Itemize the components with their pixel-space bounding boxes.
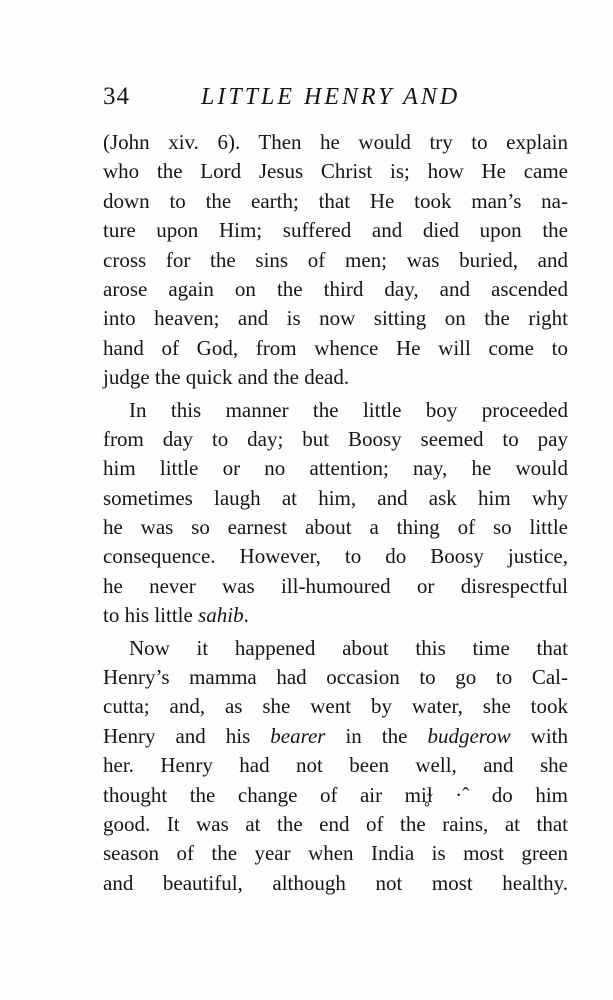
text-fragment: to his little (103, 603, 199, 628)
text-line: cross for the sins of men; was buried, and (103, 247, 568, 272)
italic-word: budgerow (427, 723, 511, 748)
text-line: season of the year when India is most green (103, 841, 568, 866)
text-line: who the Lord Jesus Christ is; how He came (103, 159, 568, 184)
text-line: ture upon Him; suffered and died upon the (103, 218, 568, 243)
text-line: her. Henry had not been well, and she (103, 753, 568, 778)
text-line: judge the quick and the dead. (103, 365, 350, 390)
italic-word: sahib (198, 603, 244, 628)
text-line: him little or no attention; nay, he would (103, 456, 568, 481)
text-line: he never was ill-humoured or disrespectful (103, 573, 568, 598)
text-fragment: in the (325, 723, 428, 748)
page-number: 34 (103, 83, 130, 110)
paragraph-2 (103, 396, 568, 631)
body-text (103, 128, 568, 898)
text-line: sometimes laugh at him, and ask him why (103, 485, 568, 510)
text-fragment: with (510, 723, 568, 748)
text-line: (John xiv. 6). Then he would try to explain (103, 130, 568, 154)
text-line: thought the change of air mi̥ɫ ·ˆ do him (103, 782, 568, 807)
text-line: he was so earnest about a thing of so little (103, 515, 568, 540)
text-line: good. It was at the end of the rains, at that (103, 811, 568, 836)
paragraph-1 (103, 128, 568, 393)
text-line: from day to day; but Boosy seemed to pay (103, 426, 568, 451)
text-line: hand of God, from whence He will come to (103, 335, 568, 360)
running-head (103, 80, 468, 114)
text-line: into heaven; and is now sitting on the right (103, 306, 568, 331)
text-line: Now it happened about this time that (129, 635, 568, 660)
text-line: down to the earth; that He took man’s na- (103, 188, 568, 213)
text-line: arose again on the third day, and ascended (103, 276, 568, 301)
text-line (103, 601, 568, 630)
text-line: and beautiful, although not most healthy. (103, 870, 568, 895)
paragraph-3 (103, 634, 568, 899)
text-fragment: Henry and his (103, 723, 271, 748)
text-fragment: . (243, 603, 249, 628)
text-line: consequence. However, to do Boosy justice, (103, 544, 568, 569)
text-line: In this manner the little boy proceeded (129, 397, 568, 422)
text-line: cutta; and, as she went by water, she took (103, 694, 568, 719)
text-line: Henry’s mamma had occasion to go to Cal- (103, 665, 568, 690)
text-line (103, 722, 568, 751)
running-title: LITTLE HENRY AND (201, 84, 461, 110)
italic-word: bearer (270, 723, 326, 748)
